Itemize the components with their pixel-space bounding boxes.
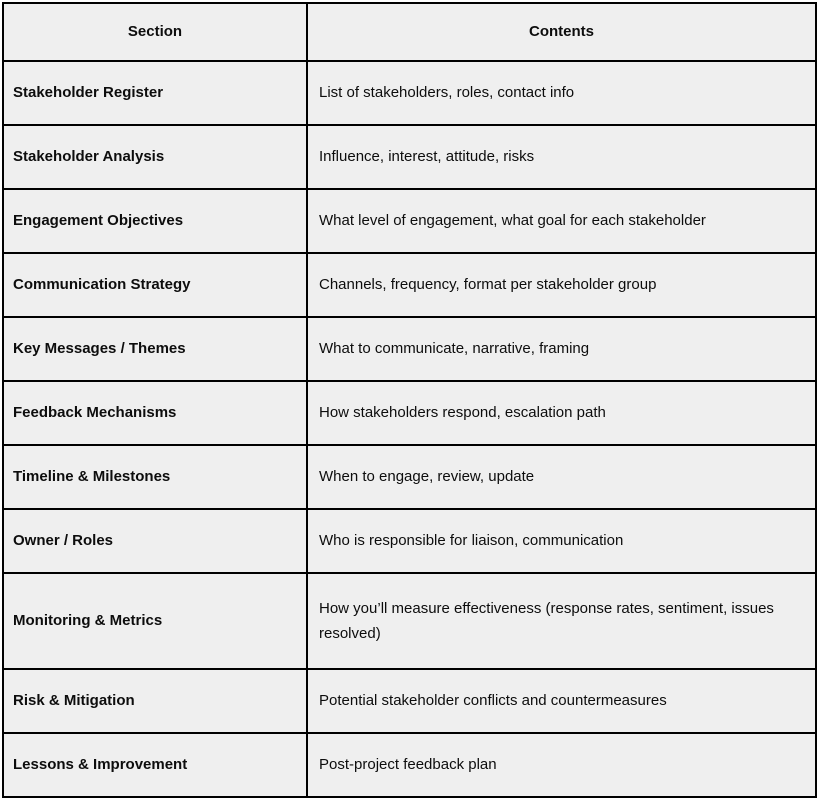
table-header-row: [3, 3, 816, 61]
section-cell: Stakeholder Register: [3, 61, 307, 125]
column-header-section: Section: [3, 3, 307, 61]
section-cell: Monitoring & Metrics: [3, 573, 307, 669]
table-row: [3, 253, 816, 317]
contents-cell: How you’ll measure effectiveness (response rates, sentiment, issues resolved): [307, 573, 816, 669]
table-row: [3, 189, 816, 253]
contents-cell: Who is responsible for liaison, communication: [307, 509, 816, 573]
table-row: [3, 445, 816, 509]
contents-cell: What to communicate, narrative, framing: [307, 317, 816, 381]
section-cell: Risk & Mitigation: [3, 669, 307, 733]
table-row: [3, 61, 816, 125]
table-row: [3, 733, 816, 797]
table-row: [3, 381, 816, 445]
section-cell: Owner / Roles: [3, 509, 307, 573]
contents-cell: Influence, interest, attitude, risks: [307, 125, 816, 189]
table-row: [3, 509, 816, 573]
section-cell: Communication Strategy: [3, 253, 307, 317]
column-header-contents: Contents: [307, 3, 816, 61]
table-row: [3, 669, 816, 733]
section-cell: Feedback Mechanisms: [3, 381, 307, 445]
contents-cell: Post-project feedback plan: [307, 733, 816, 797]
contents-cell: What level of engagement, what goal for each stakeholder: [307, 189, 816, 253]
contents-cell: When to engage, review, update: [307, 445, 816, 509]
stakeholder-plan-table: [2, 2, 817, 798]
section-cell: Engagement Objectives: [3, 189, 307, 253]
contents-cell: Channels, frequency, format per stakeholder group: [307, 253, 816, 317]
table-row: [3, 317, 816, 381]
contents-cell: Potential stakeholder conflicts and countermeasures: [307, 669, 816, 733]
section-cell: Lessons & Improvement: [3, 733, 307, 797]
contents-cell: List of stakeholders, roles, contact info: [307, 61, 816, 125]
section-cell: Timeline & Milestones: [3, 445, 307, 509]
section-cell: Stakeholder Analysis: [3, 125, 307, 189]
section-cell: Key Messages / Themes: [3, 317, 307, 381]
table-row: [3, 125, 816, 189]
contents-cell: How stakeholders respond, escalation path: [307, 381, 816, 445]
table-row: [3, 573, 816, 669]
